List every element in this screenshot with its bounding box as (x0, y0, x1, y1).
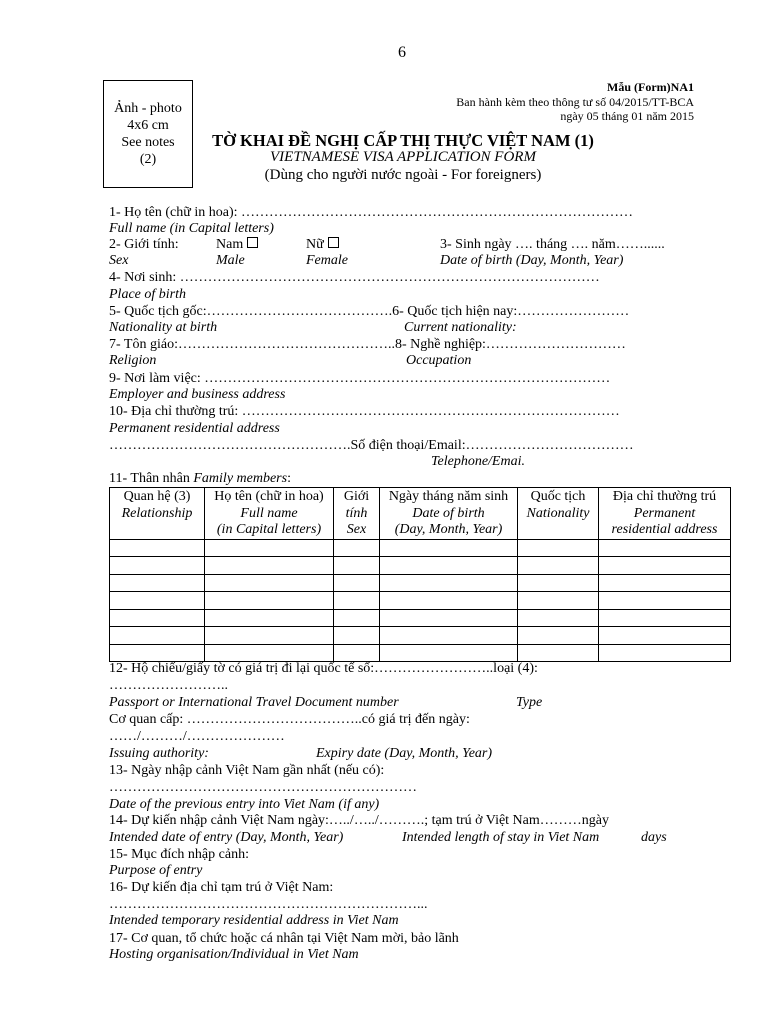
photo-label: Ảnh - photo (114, 101, 182, 116)
issued-line-1: Ban hành kèm theo thông tư số 04/2015/TT-BCA (456, 95, 694, 109)
male-checkbox[interactable] (247, 237, 258, 248)
table-cell[interactable] (380, 557, 518, 575)
field-nationality[interactable]: 5- Quốc tịch gốc:………………………………….6- Quốc tịch hiện nay:…………………… (109, 304, 630, 319)
family-col-header-line: Quốc tịch (530, 489, 586, 504)
family-table-header (110, 488, 731, 540)
field-sex: 2- Giới tính: (109, 237, 179, 252)
family-col-header-line: Sex (346, 522, 367, 537)
option-female[interactable] (306, 237, 339, 253)
field-employer-en: Employer and business address (109, 387, 286, 402)
form-subtitle: VIETNAMESE VISA APPLICATION FORM (270, 149, 536, 165)
table-row (110, 644, 731, 662)
female-checkbox[interactable] (328, 237, 339, 248)
table-cell[interactable] (334, 609, 380, 627)
table-cell[interactable] (110, 592, 205, 610)
family-col-header (518, 488, 599, 540)
table-cell[interactable] (334, 539, 380, 557)
table-cell[interactable] (380, 592, 518, 610)
family-col-header (599, 488, 731, 540)
table-cell[interactable] (599, 557, 731, 575)
field-passport-number[interactable]: 12- Hộ chiếu/giấy tờ có giá trị đi lại quốc tế số:……………………..loại (4): (109, 661, 538, 676)
field-religion-en: Religion (109, 353, 157, 368)
table-cell[interactable] (518, 627, 599, 645)
field-issuing-authority-en-line (109, 746, 209, 762)
field-hosting-organisation-en: Hosting organisation/Individual in Viet Nam (109, 947, 359, 962)
table-cell[interactable] (334, 574, 380, 592)
field-telephone-email-en: Telephone/Emai. (431, 454, 525, 469)
table-cell[interactable] (110, 609, 205, 627)
page-number: 6 (398, 44, 406, 61)
family-col-header (380, 488, 518, 540)
issued-note (456, 95, 694, 123)
option-male-label: Nam (216, 237, 244, 252)
table-cell[interactable] (599, 574, 731, 592)
photo-note-number: (2) (139, 152, 157, 167)
table-cell[interactable] (380, 627, 518, 645)
table-cell[interactable] (518, 644, 599, 662)
option-male[interactable] (216, 237, 258, 253)
table-cell[interactable] (205, 609, 334, 627)
table-cell[interactable] (518, 609, 599, 627)
field-intended-entry-en: Intended date of entry (Day, Month, Year) (109, 830, 344, 845)
table-cell[interactable] (334, 644, 380, 662)
field-purpose-of-entry[interactable]: 15- Mục đích nhập cảnh: (109, 847, 249, 862)
field-nationality-birth-en: Nationality at birth (109, 320, 218, 335)
table-cell[interactable] (599, 609, 731, 627)
table-cell[interactable] (205, 574, 334, 592)
table-cell[interactable] (205, 557, 334, 575)
field-intended-stay-days-en: days (641, 830, 667, 845)
family-col-header-line: Date of birth (412, 505, 485, 521)
table-cell[interactable] (380, 609, 518, 627)
option-male-en: Male (216, 253, 245, 268)
family-col-header-line: Permanent (633, 505, 696, 521)
form-audience: (Dùng cho người nước ngoài - For foreigners) (264, 167, 542, 183)
field-full-name[interactable]: 1- Họ tên (chữ in hoa): ………………………………………………………………………… (109, 205, 633, 220)
photo-note: See notes (121, 135, 175, 150)
field-family-members (109, 471, 291, 487)
table-row (110, 627, 731, 645)
field-issuing-authority-en: Issuing authority: (109, 746, 209, 761)
field-date-of-birth-en: Date of birth (Day, Month, Year) (440, 253, 624, 268)
table-cell[interactable] (518, 592, 599, 610)
field-intended-stay-en: Intended length of stay in Viet Nam (402, 830, 600, 845)
table-cell[interactable] (205, 627, 334, 645)
field-previous-entry: 13- Ngày nhập cảnh Việt Nam gần nhất (nếu có): (109, 763, 385, 778)
table-row (110, 539, 731, 557)
family-members-colon: : (287, 471, 291, 486)
field-date-of-birth[interactable]: 3- Sinh ngày …. tháng …. năm……...... (440, 237, 665, 252)
field-sex-en: Sex (109, 253, 129, 268)
family-col-header (110, 488, 205, 540)
table-cell[interactable] (380, 574, 518, 592)
table-cell[interactable] (380, 539, 518, 557)
photo-size: 4x6 cm (127, 118, 169, 133)
table-cell[interactable] (518, 539, 599, 557)
field-temp-address-en: Intended temporary residential address in Viet Nam (109, 913, 399, 928)
field-occupation-en: Occupation (406, 353, 472, 368)
field-religion-occupation[interactable]: 7- Tôn giáo:………………………………………..8- Nghề nghiệp:………………………… (109, 337, 626, 352)
field-previous-entry-dots[interactable]: ………………………………………………………… (109, 780, 417, 795)
family-members-table (109, 487, 731, 662)
family-col-header-line (518, 522, 598, 538)
family-col-header-line: (in Capital letters) (216, 522, 322, 537)
field-passport-number-en: Passport or International Travel Document number (109, 695, 399, 710)
table-cell[interactable] (205, 539, 334, 557)
table-row (110, 557, 731, 575)
family-col-header (334, 488, 380, 540)
field-employer[interactable]: 9- Nơi làm việc: …………………………………………………………………………… (109, 371, 611, 386)
field-telephone-email[interactable]: …………………………………………….Số điện thoại/Email:……………………………… (109, 438, 634, 453)
field-previous-entry-en: Date of the previous entry into Viet Nam (if any) (109, 797, 380, 812)
field-permanent-address[interactable]: 10- Địa chỉ thường trú: ……………………………………………………………………… (109, 404, 620, 419)
table-cell[interactable] (205, 644, 334, 662)
field-place-of-birth[interactable]: 4- Nơi sinh: ……………………………………………………………………………… (109, 270, 600, 285)
field-purpose-of-entry-en: Purpose of entry (109, 863, 203, 878)
field-hosting-organisation[interactable]: 17- Cơ quan, tổ chức hoặc cá nhân tại Việt Nam mời, bảo lãnh (109, 931, 459, 946)
family-col-header-line: Nationality (526, 505, 590, 521)
family-col-header (205, 488, 334, 540)
field-issuing-authority[interactable]: Cơ quan cấp: ………………………………..có giá trị đến ngày: (109, 712, 470, 727)
field-passport-type-en: Type (516, 695, 543, 710)
field-temp-address: 16- Dự kiến địa chỉ tạm trú ở Việt Nam: (109, 880, 334, 895)
family-members-en: Family members (193, 471, 288, 486)
option-female-en: Female (306, 253, 348, 268)
table-cell[interactable] (334, 557, 380, 575)
table-cell[interactable] (380, 644, 518, 662)
table-cell[interactable] (599, 644, 731, 662)
table-cell[interactable] (599, 627, 731, 645)
family-col-header-line: Ngày tháng năm sinh (388, 489, 509, 504)
family-col-header-line: Họ tên (chữ in hoa) (214, 489, 324, 504)
table-cell[interactable] (110, 574, 205, 592)
field-intended-entry[interactable]: 14- Dự kiến nhập cảnh Việt Nam ngày:…../…../……….; tạm trú ở Việt Nam………ngày (109, 813, 609, 828)
table-row (110, 574, 731, 592)
field-expiry-date[interactable]: ……/………/………………… (109, 729, 285, 744)
family-col-header-line: Relationship (121, 505, 193, 521)
table-cell[interactable] (599, 539, 731, 557)
table-cell[interactable] (334, 592, 380, 610)
table-row (110, 609, 731, 627)
table-cell[interactable] (110, 644, 205, 662)
field-temp-address-dots[interactable]: …………………………………………………………... (109, 897, 428, 912)
family-table-body (110, 539, 731, 662)
form-code: Mẫu (Form)NA1 (607, 80, 694, 94)
table-cell[interactable] (599, 592, 731, 610)
family-col-header-line: (Day, Month, Year) (394, 522, 503, 537)
field-permanent-address-en: Permanent residential address (109, 421, 280, 436)
family-col-header-line: Địa chỉ thường trú (612, 489, 717, 504)
family-col-header-line: Giới (343, 489, 370, 504)
field-full-name-en: Full name (in Capital letters) (109, 221, 274, 236)
table-cell[interactable] (518, 557, 599, 575)
family-col-header-line (110, 522, 204, 538)
form-title: TỜ KHAI ĐỀ NGHỊ CẤP THỊ THỰC VIỆT NAM (1) (212, 131, 594, 150)
family-members-vi: 11- Thân nhân (109, 471, 194, 486)
field-nationality-current-en: Current nationality: (404, 320, 517, 335)
table-cell[interactable] (205, 592, 334, 610)
issued-line-2: ngày 05 tháng 01 năm 2015 (560, 109, 694, 123)
field-passport-dots[interactable]: …………………….. (109, 678, 228, 693)
field-place-of-birth-en: Place of birth (109, 287, 186, 302)
family-col-header-line: residential address (611, 522, 718, 537)
table-row (110, 592, 731, 610)
family-col-header-line: Full name (240, 505, 298, 521)
option-female-label: Nữ (306, 237, 324, 252)
family-col-header-line: tính (345, 505, 368, 521)
field-expiry-date-en: Expiry date (Day, Month, Year) (316, 746, 493, 761)
table-cell[interactable] (334, 627, 380, 645)
table-cell[interactable] (110, 557, 205, 575)
family-col-header-line: Quan hệ (3) (123, 489, 191, 504)
table-cell[interactable] (110, 627, 205, 645)
table-cell[interactable] (110, 539, 205, 557)
table-cell[interactable] (518, 574, 599, 592)
